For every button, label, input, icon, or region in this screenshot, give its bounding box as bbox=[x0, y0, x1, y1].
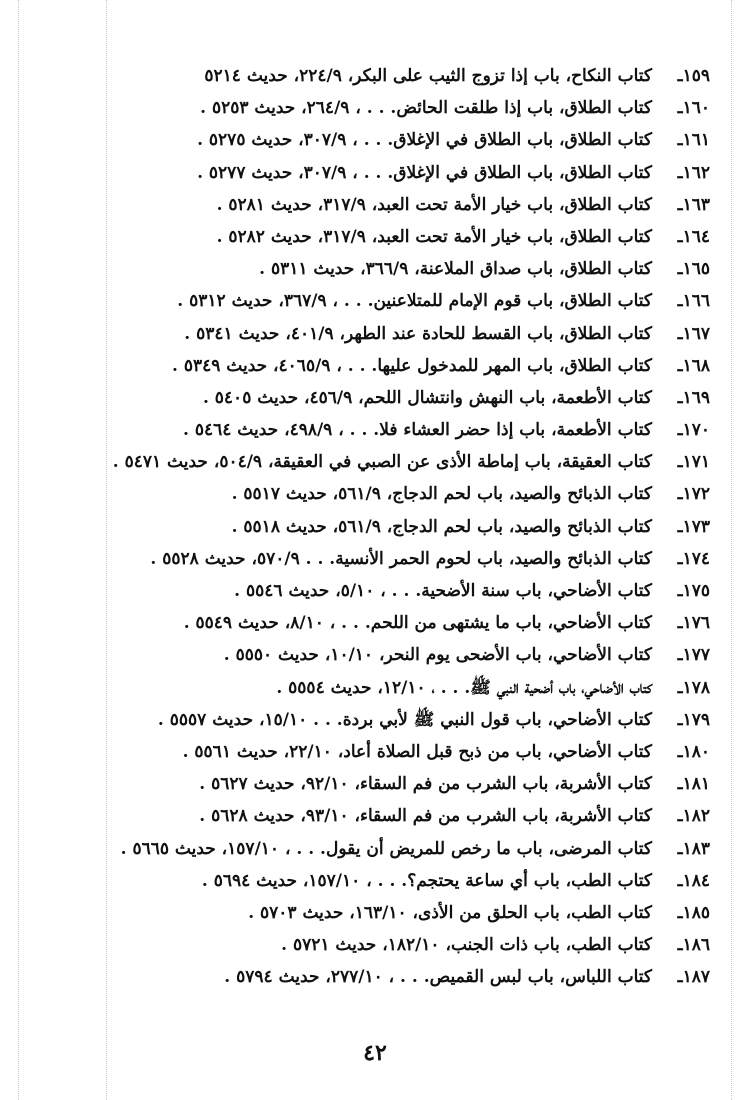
entry-number: ١٧٠ـ bbox=[677, 420, 710, 441]
entry-number: ١٦٦ـ bbox=[677, 291, 710, 312]
reference-entry bbox=[150, 318, 710, 350]
entry-text: كتاب الطلاق، باب المهر للمدخول عليها. . . ، ٤٠٦٥/٩، حديث ٥٣٤٩ . bbox=[171, 355, 652, 376]
reference-entry bbox=[150, 478, 710, 510]
entry-number: ١٨٧ـ bbox=[677, 967, 710, 988]
entry-text: كتاب المرضى، باب ما رخص للمريض أن يقول. . . ، ١٥٧/١٠، حديث ٥٦٦٥ . bbox=[120, 838, 652, 859]
reference-entry bbox=[150, 253, 710, 285]
entry-text: كتاب الأطعمة، باب النهش وانتشال اللحم، ٤٥٦/٩، حديث ٥٤٠٥ . bbox=[202, 387, 652, 408]
entry-text: كتاب الأضاحي، باب الأضحى يوم النحر، ١٠/١٠، حديث ٥٥٥٠ . bbox=[223, 645, 652, 666]
entry-number: ١٦٨ـ bbox=[677, 355, 710, 376]
references-page bbox=[112, 60, 710, 993]
entry-number: ١٧٢ـ bbox=[677, 484, 710, 505]
entry-text: كتاب الأشربة، باب الشرب من فم السقاء، ٩٣/١٠، حديث ٥٦٢٨ . bbox=[199, 806, 652, 827]
margin-guide-inner bbox=[106, 0, 107, 1100]
entry-text: كتاب الأضاحي، باب سنة الأضحية. . . ، ٥/١٠، حديث ٥٥٤٦ . bbox=[234, 581, 652, 601]
entry-text: كتاب الذبائح والصيد، باب لحوم الحمر الأنسية. . . ٥٧٠/٩، حديث ٥٥٢٨ . bbox=[150, 548, 652, 569]
entry-text: كتاب الطلاق، باب صداق الملاعنة، ٣٦٦/٩، حديث ٥٣١١ . bbox=[259, 259, 652, 280]
entry-text: كتاب الطب، باب الحلق من الأذى، ١٦٣/١٠، حديث ٥٧٠٣ . bbox=[248, 902, 652, 923]
reference-entry bbox=[150, 929, 710, 961]
reference-entry bbox=[150, 285, 710, 317]
entry-number: ١٦٢ـ bbox=[677, 162, 710, 183]
entry-text: كتاب الطلاق، باب قوم الإمام للمتلاعنين. . . ، ٣٦٧/٩، حديث ٥٣١٢ . bbox=[177, 291, 652, 312]
entry-number: ١٨٤ـ bbox=[677, 870, 710, 891]
references-list bbox=[112, 60, 710, 993]
entry-number: ١٦٠ـ bbox=[677, 98, 710, 119]
reference-entry bbox=[150, 189, 710, 221]
entry-text: كتاب الطلاق، باب خيار الأمة تحت العبد، ٣١٧/٩، حديث ٥٢٨١ . bbox=[216, 194, 652, 215]
entry-number: ١٧٩ـ bbox=[677, 709, 710, 730]
entry-number: ١٨٢ـ bbox=[677, 806, 710, 827]
margin-guide-right bbox=[731, 0, 732, 1100]
entry-number: ١٧٧ـ bbox=[677, 645, 710, 666]
entry-number: ١٧٤ـ bbox=[677, 548, 710, 569]
reference-entry bbox=[150, 768, 710, 800]
reference-entry bbox=[150, 92, 710, 124]
entry-number: ١٦٤ـ bbox=[677, 226, 710, 247]
entry-text: كتاب الأطعمة، باب إذا حضر العشاء فلا. . . ، ٤٩٨/٩، حديث ٥٤٦٤ . bbox=[183, 420, 652, 441]
entry-text: كتاب الذبائح والصيد، باب لحم الدجاج، ٥٦١/٩، حديث ٥٥١٧ . bbox=[231, 484, 652, 505]
entry-text: كتاب الطلاق، باب خيار الأمة تحت العبد، ٣١٧/٩، حديث ٥٢٨٢ . bbox=[216, 226, 652, 247]
reference-entry bbox=[112, 446, 710, 478]
reference-entry bbox=[150, 414, 710, 446]
entry-number: ١٦٥ـ bbox=[677, 259, 710, 280]
entry-number: ١٦٧ـ bbox=[677, 323, 710, 344]
entry-number: ١٨٠ـ bbox=[677, 741, 710, 762]
reference-entry bbox=[150, 221, 710, 253]
entry-text: كتاب الطلاق، باب الطلاق في الإغلاق. . . ، ٣٠٧/٩، حديث ٥٢٧٧ . bbox=[197, 162, 652, 183]
reference-entry bbox=[150, 543, 710, 575]
entry-number: ١٨١ـ bbox=[677, 774, 710, 795]
entry-text: كتاب النكاح، باب إذا تزوج الثيب على البكر، ٢٢٤/٩، حديث ٥٢١٤ bbox=[204, 66, 652, 86]
entry-number: ١٧١ـ bbox=[677, 452, 710, 473]
page-number: ٤٢ bbox=[363, 1040, 387, 1066]
entry-text: كتاب الأضاحي، باب ما يشتهى من اللحم. . . ، ٨/١٠، حديث ٥٥٤٩ . bbox=[183, 613, 652, 634]
entry-text: كتاب الأضاحي، باب أضحية النبي ﷺ. . . ، ١٢/١٠، حديث ٥٥٥٤ . bbox=[276, 677, 652, 698]
entry-text: كتاب العقيقة، باب إماطة الأذى عن الصبي في العقيقة، ٥٠٤/٩، حديث ٥٤٧١ . bbox=[112, 452, 652, 473]
entry-number: ١٦١ـ bbox=[677, 130, 710, 151]
entry-number: ١٨٥ـ bbox=[677, 902, 710, 923]
entry-number: ١٨٦ـ bbox=[677, 935, 710, 956]
entry-text: كتاب الذبائح والصيد، باب لحم الدجاج، ٥٦١/٩، حديث ٥٥١٨ . bbox=[231, 516, 652, 537]
reference-entry bbox=[150, 124, 710, 156]
reference-entry bbox=[150, 800, 710, 832]
entry-text: كتاب الأضاحي، باب قول النبي ﷺ لأبي بردة. . . ١٥/١٠، حديث ٥٥٥٧ . bbox=[157, 709, 652, 730]
reference-entry bbox=[150, 60, 710, 92]
reference-entry bbox=[150, 672, 710, 704]
reference-entry bbox=[150, 575, 710, 607]
entry-number: ١٦٩ـ bbox=[677, 387, 710, 408]
entry-number: ١٧٦ـ bbox=[677, 613, 710, 634]
entry-number: ١٧٣ـ bbox=[677, 516, 710, 537]
reference-entry bbox=[150, 736, 710, 768]
margin-guide-left bbox=[18, 0, 19, 1100]
entry-number: ١٧٥ـ bbox=[677, 581, 710, 601]
reference-entry bbox=[150, 961, 710, 993]
entry-text: كتاب الطلاق، باب الطلاق في الإغلاق. . . ، ٣٠٧/٩، حديث ٥٢٧٥ . bbox=[197, 130, 652, 151]
reference-entry bbox=[150, 897, 710, 929]
reference-entry bbox=[120, 833, 710, 865]
reference-entry bbox=[150, 382, 710, 414]
entry-text: كتاب الطب، باب ذات الجنب، ١٨٢/١٠، حديث ٥٧٢١ . bbox=[281, 935, 652, 956]
entry-text: كتاب الأشربة، باب الشرب من فم السقاء، ٩٢/١٠، حديث ٥٦٢٧ . bbox=[199, 774, 652, 795]
entry-number: ١٨٣ـ bbox=[677, 838, 710, 859]
reference-entry bbox=[150, 511, 710, 543]
entry-text: كتاب الطلاق، باب القسط للحادة عند الطهر، ٤٠١/٩، حديث ٥٣٤١ . bbox=[184, 323, 652, 344]
reference-entry bbox=[150, 865, 710, 897]
entry-number: ١٥٩ـ bbox=[677, 66, 710, 86]
reference-entry bbox=[150, 607, 710, 639]
reference-entry bbox=[150, 157, 710, 189]
reference-entry bbox=[150, 704, 710, 736]
reference-entry bbox=[150, 639, 710, 671]
entry-text: كتاب الطلاق، باب إذا طلقت الحائض. . . ، ٢٦٤/٩، حديث ٥٢٥٣ . bbox=[200, 98, 652, 119]
entry-text: كتاب اللباس، باب لبس القميص. . . ، ٢٧٧/١٠، حديث ٥٧٩٤ . bbox=[224, 967, 652, 988]
entry-text: كتاب الأضاحي، باب من ذبح قبل الصلاة أعاد، ٢٢/١٠، حديث ٥٥٦١ . bbox=[182, 741, 652, 762]
reference-entry bbox=[150, 350, 710, 382]
entry-number: ١٦٣ـ bbox=[677, 194, 710, 215]
entry-text: كتاب الطب، باب أي ساعة يحتجم؟. . . ، ١٥٧/١٠، حديث ٥٦٩٤ . bbox=[201, 870, 652, 891]
entry-number: ١٧٨ـ bbox=[677, 677, 710, 698]
